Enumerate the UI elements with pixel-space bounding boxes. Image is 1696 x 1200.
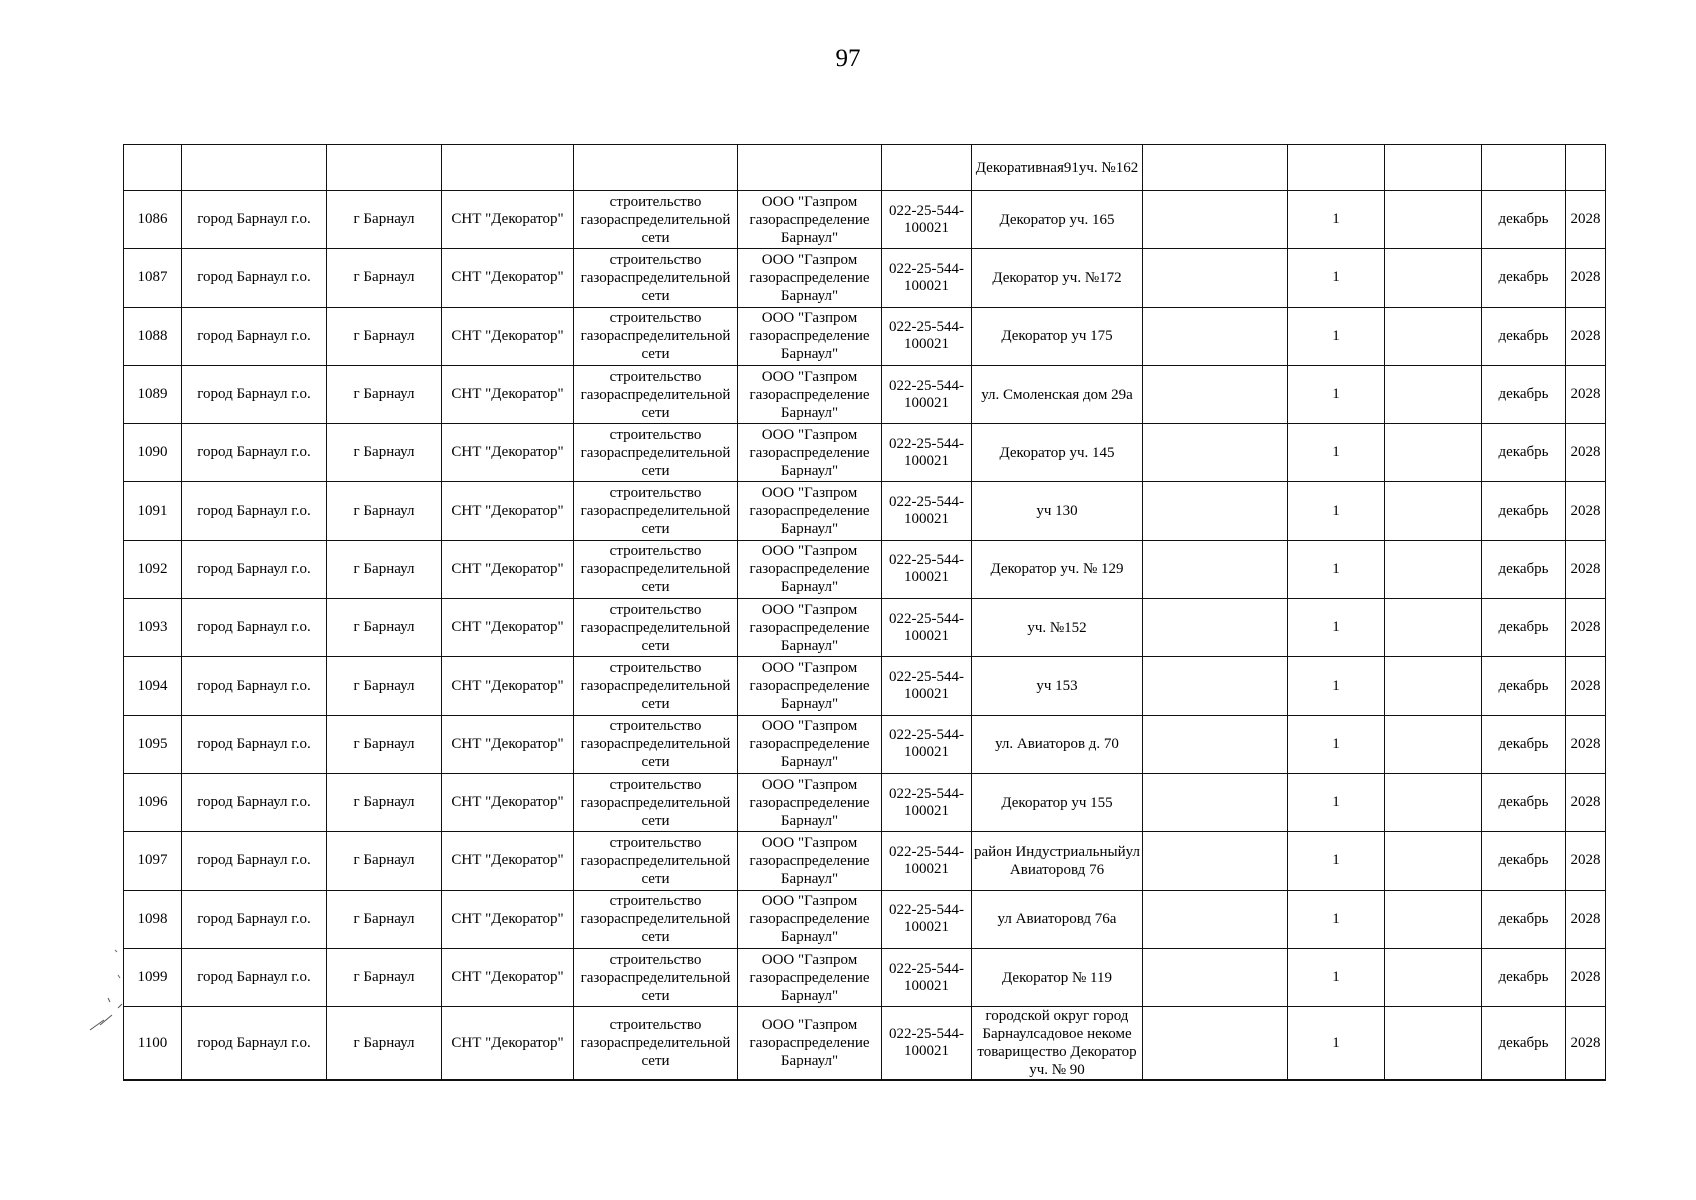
cell-empty — [1385, 832, 1482, 890]
cell-code: 022-25-544-100021 — [882, 365, 972, 423]
cell-address: уч. №152 — [972, 599, 1143, 657]
cell-year: 2028 — [1566, 1007, 1606, 1081]
cell-address: Декоратор уч 175 — [972, 307, 1143, 365]
table-row — [124, 599, 1606, 657]
cell-number: 1090 — [124, 424, 182, 482]
cell-month: декабрь — [1482, 657, 1566, 715]
cell-settlement: СНТ "Декоратор" — [442, 657, 574, 715]
cell-empty — [1385, 191, 1482, 249]
cell-code: 022-25-544-100021 — [882, 482, 972, 540]
cell-code: 022-25-544-100021 — [882, 715, 972, 773]
cell-city: г Барнаул — [327, 715, 442, 773]
cell-district: город Барнаул г.о. — [182, 365, 327, 423]
cell-empty — [1385, 948, 1482, 1006]
cell-operator: ООО "Газпром газораспределение Барнаул" — [738, 948, 882, 1006]
cell-code: 022-25-544-100021 — [882, 1007, 972, 1081]
cell-quantity: 1 — [1288, 307, 1385, 365]
cell-work-type: строительство газораспределительной сети — [574, 540, 738, 598]
cell-city: г Барнаул — [327, 307, 442, 365]
cell-empty — [1385, 365, 1482, 423]
table-row — [124, 832, 1606, 890]
cell-work-type: строительство газораспределительной сети — [574, 832, 738, 890]
cell-number: 1097 — [124, 832, 182, 890]
cell-month: декабрь — [1482, 191, 1566, 249]
cell-district: город Барнаул г.о. — [182, 1007, 327, 1081]
cell-year: 2028 — [1566, 599, 1606, 657]
cell-address: Декоративная91уч. №162 — [972, 145, 1143, 191]
cell-number: 1091 — [124, 482, 182, 540]
cell-district: город Барнаул г.о. — [182, 657, 327, 715]
cell-code: 022-25-544-100021 — [882, 657, 972, 715]
cell-empty — [738, 145, 882, 191]
cell-empty — [1385, 249, 1482, 307]
cell-empty — [1385, 540, 1482, 598]
cell-year: 2028 — [1566, 657, 1606, 715]
cell-month: декабрь — [1482, 249, 1566, 307]
cell-number: 1093 — [124, 599, 182, 657]
cell-empty — [1385, 890, 1482, 948]
cell-settlement: СНТ "Декоратор" — [442, 948, 574, 1006]
cell-district: город Барнаул г.о. — [182, 599, 327, 657]
cell-district: город Барнаул г.о. — [182, 424, 327, 482]
cell-work-type: строительство газораспределительной сети — [574, 424, 738, 482]
cell-empty — [1143, 424, 1288, 482]
gasification-table — [123, 144, 1606, 1081]
cell-operator: ООО "Газпром газораспределение Барнаул" — [738, 424, 882, 482]
table-body — [124, 145, 1606, 1081]
cell-number: 1094 — [124, 657, 182, 715]
cell-settlement: СНТ "Декоратор" — [442, 540, 574, 598]
cell-code: 022-25-544-100021 — [882, 948, 972, 1006]
cell-work-type: строительство газораспределительной сети — [574, 715, 738, 773]
cell-empty — [442, 145, 574, 191]
cell-empty — [1143, 948, 1288, 1006]
table-row — [124, 540, 1606, 598]
cell-district: город Барнаул г.о. — [182, 948, 327, 1006]
cell-month: декабрь — [1482, 365, 1566, 423]
cell-empty — [1143, 657, 1288, 715]
cell-city: г Барнаул — [327, 599, 442, 657]
cell-number: 1089 — [124, 365, 182, 423]
table-row — [124, 657, 1606, 715]
cell-settlement: СНТ "Декоратор" — [442, 832, 574, 890]
cell-number: 1095 — [124, 715, 182, 773]
cell-year: 2028 — [1566, 540, 1606, 598]
cell-number: 1086 — [124, 191, 182, 249]
continued-row — [124, 145, 1606, 191]
cell-year: 2028 — [1566, 424, 1606, 482]
cell-city: г Барнаул — [327, 191, 442, 249]
cell-code: 022-25-544-100021 — [882, 540, 972, 598]
cell-year: 2028 — [1566, 307, 1606, 365]
cell-work-type: строительство газораспределительной сети — [574, 482, 738, 540]
cell-district: город Барнаул г.о. — [182, 191, 327, 249]
cell-empty — [1143, 773, 1288, 831]
cell-settlement: СНТ "Декоратор" — [442, 715, 574, 773]
cell-settlement: СНТ "Декоратор" — [442, 482, 574, 540]
cell-address: Декоратор уч. 165 — [972, 191, 1143, 249]
table-row — [124, 948, 1606, 1006]
cell-work-type: строительство газораспределительной сети — [574, 773, 738, 831]
cell-operator: ООО "Газпром газораспределение Барнаул" — [738, 715, 882, 773]
cell-year: 2028 — [1566, 482, 1606, 540]
cell-city: г Барнаул — [327, 482, 442, 540]
cell-work-type: строительство газораспределительной сети — [574, 191, 738, 249]
cell-city: г Барнаул — [327, 890, 442, 948]
cell-settlement: СНТ "Декоратор" — [442, 773, 574, 831]
cell-work-type: строительство газораспределительной сети — [574, 365, 738, 423]
cell-address: Декоратор уч. № 129 — [972, 540, 1143, 598]
cell-quantity: 1 — [1288, 773, 1385, 831]
cell-number: 1100 — [124, 1007, 182, 1081]
cell-quantity: 1 — [1288, 715, 1385, 773]
cell-address: район Индустриальныйул Авиаторовд 76 — [972, 832, 1143, 890]
cell-empty — [1385, 773, 1482, 831]
cell-empty — [1143, 599, 1288, 657]
table-row — [124, 890, 1606, 948]
cell-settlement: СНТ "Декоратор" — [442, 365, 574, 423]
cell-operator: ООО "Газпром газораспределение Барнаул" — [738, 482, 882, 540]
cell-quantity: 1 — [1288, 540, 1385, 598]
table-row — [124, 307, 1606, 365]
cell-city: г Барнаул — [327, 657, 442, 715]
cell-month: декабрь — [1482, 540, 1566, 598]
cell-year: 2028 — [1566, 249, 1606, 307]
cell-empty — [124, 145, 182, 191]
table-row — [124, 1007, 1606, 1081]
cell-empty — [1143, 191, 1288, 249]
cell-year: 2028 — [1566, 832, 1606, 890]
cell-month: декабрь — [1482, 599, 1566, 657]
cell-district: город Барнаул г.о. — [182, 890, 327, 948]
cell-operator: ООО "Газпром газораспределение Барнаул" — [738, 249, 882, 307]
cell-empty — [1385, 307, 1482, 365]
page-number: 97 — [835, 45, 861, 72]
cell-empty — [1385, 424, 1482, 482]
cell-address: Декоратор № 119 — [972, 948, 1143, 1006]
cell-city: г Барнаул — [327, 249, 442, 307]
cell-address: уч 153 — [972, 657, 1143, 715]
cell-settlement: СНТ "Декоратор" — [442, 1007, 574, 1081]
cell-address: ул. Авиаторов д. 70 — [972, 715, 1143, 773]
cell-quantity: 1 — [1288, 424, 1385, 482]
cell-work-type: строительство газораспределительной сети — [574, 890, 738, 948]
cell-quantity: 1 — [1288, 482, 1385, 540]
cell-empty — [1143, 832, 1288, 890]
cell-empty — [1143, 890, 1288, 948]
cell-operator: ООО "Газпром газораспределение Барнаул" — [738, 832, 882, 890]
cell-empty — [1143, 145, 1288, 191]
cell-empty — [1385, 1007, 1482, 1081]
cell-code: 022-25-544-100021 — [882, 424, 972, 482]
cell-address: Декоратор уч 155 — [972, 773, 1143, 831]
cell-operator: ООО "Газпром газораспределение Барнаул" — [738, 307, 882, 365]
cell-work-type: строительство газораспределительной сети — [574, 307, 738, 365]
cell-code: 022-25-544-100021 — [882, 599, 972, 657]
cell-month: декабрь — [1482, 715, 1566, 773]
cell-empty — [1385, 145, 1482, 191]
cell-city: г Барнаул — [327, 1007, 442, 1081]
cell-number: 1098 — [124, 890, 182, 948]
cell-quantity: 1 — [1288, 657, 1385, 715]
cell-settlement: СНТ "Декоратор" — [442, 599, 574, 657]
cell-code: 022-25-544-100021 — [882, 307, 972, 365]
cell-month: декабрь — [1482, 424, 1566, 482]
cell-code: 022-25-544-100021 — [882, 249, 972, 307]
cell-work-type: строительство газораспределительной сети — [574, 249, 738, 307]
cell-code: 022-25-544-100021 — [882, 890, 972, 948]
cell-city: г Барнаул — [327, 948, 442, 1006]
cell-code: 022-25-544-100021 — [882, 773, 972, 831]
cell-city: г Барнаул — [327, 365, 442, 423]
cell-settlement: СНТ "Декоратор" — [442, 307, 574, 365]
cell-empty — [1482, 145, 1566, 191]
cell-number: 1087 — [124, 249, 182, 307]
cell-operator: ООО "Газпром газораспределение Барнаул" — [738, 890, 882, 948]
cell-month: декабрь — [1482, 307, 1566, 365]
cell-address: уч 130 — [972, 482, 1143, 540]
cell-quantity: 1 — [1288, 948, 1385, 1006]
table-row — [124, 773, 1606, 831]
cell-empty — [327, 145, 442, 191]
cell-empty — [1385, 482, 1482, 540]
cell-year: 2028 — [1566, 191, 1606, 249]
cell-empty — [1143, 1007, 1288, 1081]
cell-operator: ООО "Газпром газораспределение Барнаул" — [738, 599, 882, 657]
cell-work-type: строительство газораспределительной сети — [574, 1007, 738, 1081]
cell-empty — [1566, 145, 1606, 191]
table-row — [124, 715, 1606, 773]
cell-address: Декоратор уч. 145 — [972, 424, 1143, 482]
cell-year: 2028 — [1566, 715, 1606, 773]
table-row — [124, 249, 1606, 307]
cell-operator: ООО "Газпром газораспределение Барнаул" — [738, 773, 882, 831]
table-row — [124, 424, 1606, 482]
cell-district: город Барнаул г.о. — [182, 773, 327, 831]
cell-code: 022-25-544-100021 — [882, 832, 972, 890]
cell-number: 1096 — [124, 773, 182, 831]
table-row — [124, 365, 1606, 423]
table-row — [124, 191, 1606, 249]
cell-operator: ООО "Газпром газораспределение Барнаул" — [738, 657, 882, 715]
cell-operator: ООО "Газпром газораспределение Барнаул" — [738, 191, 882, 249]
cell-quantity: 1 — [1288, 1007, 1385, 1081]
cell-month: декабрь — [1482, 890, 1566, 948]
cell-address: ул Авиаторовд 76а — [972, 890, 1143, 948]
cell-year: 2028 — [1566, 773, 1606, 831]
cell-year: 2028 — [1566, 365, 1606, 423]
cell-district: город Барнаул г.о. — [182, 832, 327, 890]
scan-artifact-marks — [60, 930, 130, 1070]
cell-code: 022-25-544-100021 — [882, 191, 972, 249]
cell-city: г Барнаул — [327, 773, 442, 831]
cell-operator: ООО "Газпром газораспределение Барнаул" — [738, 365, 882, 423]
cell-city: г Барнаул — [327, 540, 442, 598]
cell-district: город Барнаул г.о. — [182, 307, 327, 365]
cell-city: г Барнаул — [327, 424, 442, 482]
table-row — [124, 482, 1606, 540]
cell-work-type: строительство газораспределительной сети — [574, 948, 738, 1006]
cell-empty — [182, 145, 327, 191]
cell-quantity: 1 — [1288, 599, 1385, 657]
cell-quantity: 1 — [1288, 832, 1385, 890]
cell-month: декабрь — [1482, 482, 1566, 540]
cell-operator: ООО "Газпром газораспределение Барнаул" — [738, 1007, 882, 1081]
cell-empty — [1143, 540, 1288, 598]
cell-empty — [1288, 145, 1385, 191]
cell-empty — [1143, 715, 1288, 773]
cell-quantity: 1 — [1288, 191, 1385, 249]
cell-empty — [1385, 715, 1482, 773]
cell-settlement: СНТ "Декоратор" — [442, 249, 574, 307]
cell-number: 1088 — [124, 307, 182, 365]
cell-month: декабрь — [1482, 1007, 1566, 1081]
cell-address: городской округ город Барнаулсадовое некоме товарищество Декоратор уч. № 90 — [972, 1007, 1143, 1081]
cell-month: декабрь — [1482, 832, 1566, 890]
cell-empty — [1385, 657, 1482, 715]
cell-district: город Барнаул г.о. — [182, 540, 327, 598]
cell-year: 2028 — [1566, 890, 1606, 948]
cell-work-type: строительство газораспределительной сети — [574, 657, 738, 715]
cell-address: Декоратор уч. №172 — [972, 249, 1143, 307]
cell-quantity: 1 — [1288, 890, 1385, 948]
cell-month: декабрь — [1482, 948, 1566, 1006]
cell-empty — [1143, 249, 1288, 307]
cell-quantity: 1 — [1288, 249, 1385, 307]
cell-district: город Барнаул г.о. — [182, 715, 327, 773]
cell-empty — [882, 145, 972, 191]
cell-quantity: 1 — [1288, 365, 1385, 423]
cell-settlement: СНТ "Декоратор" — [442, 191, 574, 249]
cell-settlement: СНТ "Декоратор" — [442, 424, 574, 482]
cell-city: г Барнаул — [327, 832, 442, 890]
cell-empty — [1143, 307, 1288, 365]
cell-empty — [574, 145, 738, 191]
cell-operator: ООО "Газпром газораспределение Барнаул" — [738, 540, 882, 598]
cell-work-type: строительство газораспределительной сети — [574, 599, 738, 657]
cell-month: декабрь — [1482, 773, 1566, 831]
cell-district: город Барнаул г.о. — [182, 249, 327, 307]
cell-empty — [1143, 482, 1288, 540]
cell-address: ул. Смоленская дом 29а — [972, 365, 1143, 423]
cell-year: 2028 — [1566, 948, 1606, 1006]
cell-empty — [1143, 365, 1288, 423]
cell-number: 1092 — [124, 540, 182, 598]
cell-district: город Барнаул г.о. — [182, 482, 327, 540]
cell-number: 1099 — [124, 948, 182, 1006]
cell-empty — [1385, 599, 1482, 657]
cell-settlement: СНТ "Декоратор" — [442, 890, 574, 948]
